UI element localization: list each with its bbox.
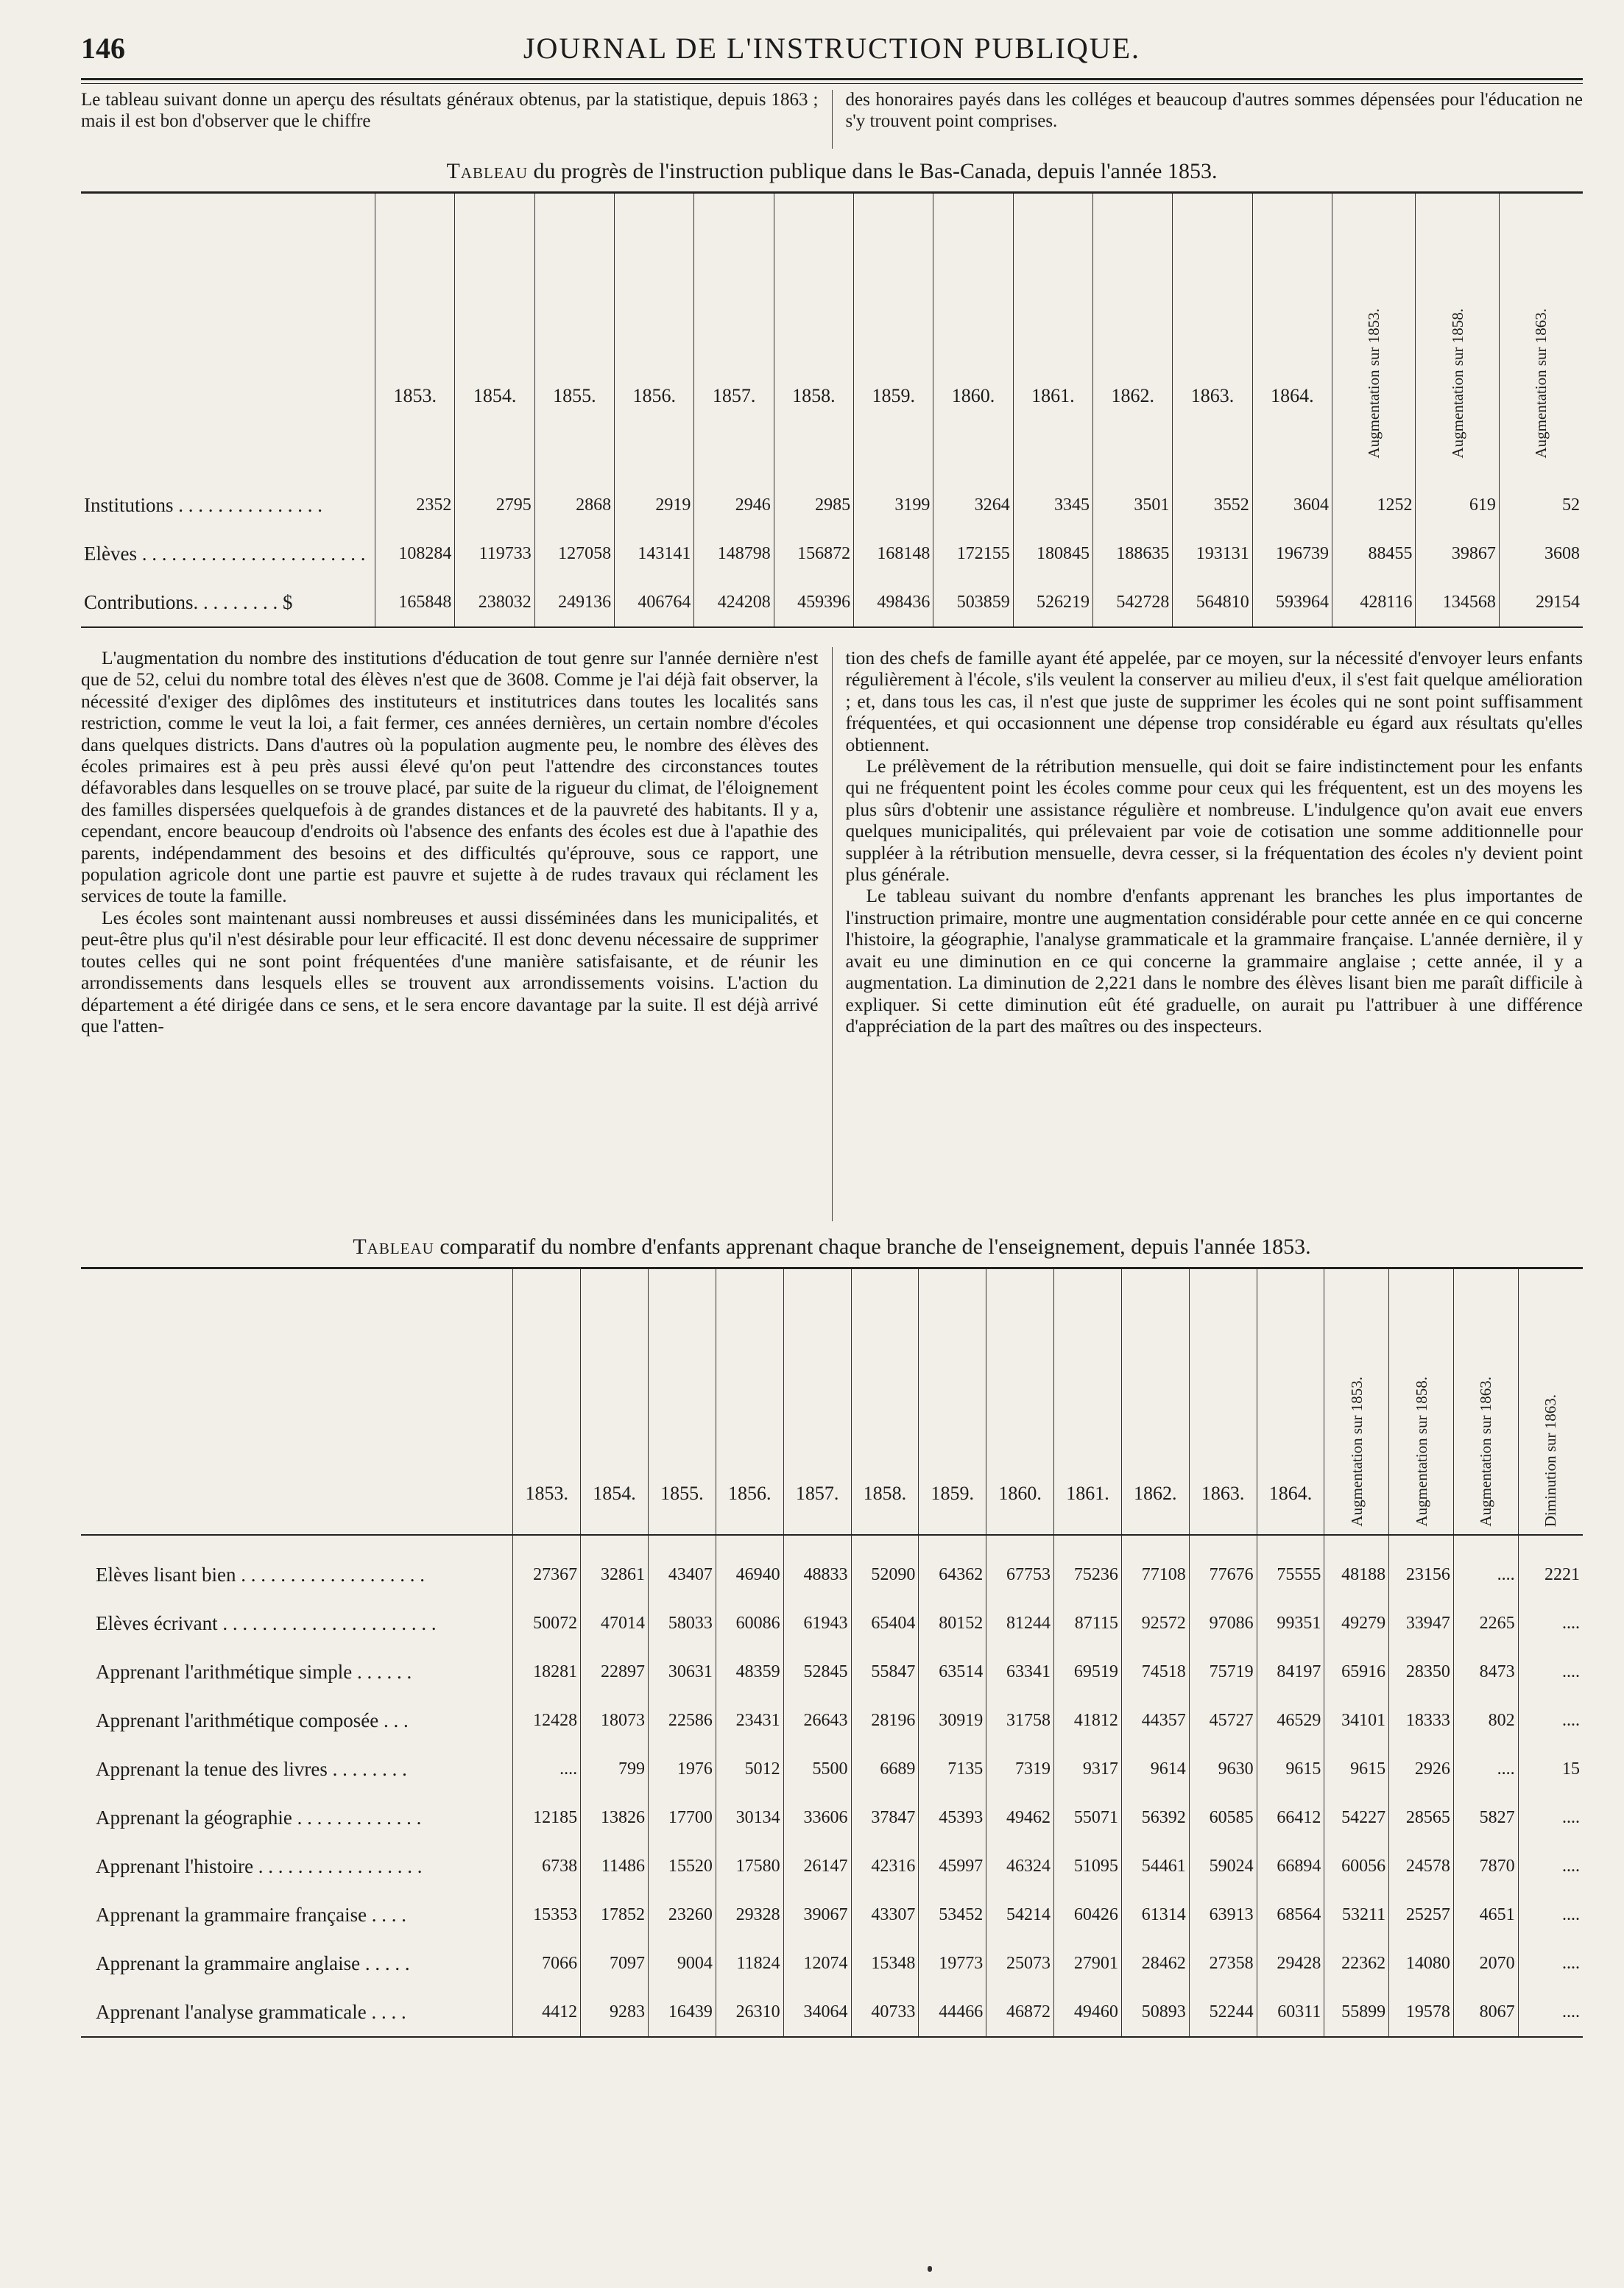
table-cell: 7066 xyxy=(513,1939,581,1988)
row-label: Elèves . . . . . . . . . . . . . . . . . . . . . . . xyxy=(84,542,366,565)
table-cell: 65916 xyxy=(1324,1648,1389,1696)
table-cell: .... xyxy=(1518,1842,1583,1890)
table-cell: 75555 xyxy=(1257,1535,1324,1599)
table-cell: 2070 xyxy=(1453,1939,1518,1988)
table-cell: 7319 xyxy=(986,1745,1054,1793)
table-cell: 60086 xyxy=(716,1599,783,1648)
table-cell: 47014 xyxy=(581,1599,649,1648)
table-cell: 39067 xyxy=(783,1890,851,1939)
table-cell: .... xyxy=(1453,1745,1518,1793)
table-cell: 29328 xyxy=(716,1890,783,1939)
row-label: Apprenant l'analyse grammaticale . . . . xyxy=(96,2000,406,2023)
table-cell: 17852 xyxy=(581,1890,649,1939)
table-cell: .... xyxy=(1518,1793,1583,1842)
table-row xyxy=(81,1648,1583,1696)
table-cell: 55899 xyxy=(1324,1988,1389,2037)
table-cell: 7870 xyxy=(1453,1842,1518,1890)
table-cell: 48188 xyxy=(1324,1535,1389,1599)
table-cell: 15353 xyxy=(513,1890,581,1939)
year-header: 1857. xyxy=(783,1268,851,1536)
intro-paragraph xyxy=(81,90,1583,149)
table-cell: 33947 xyxy=(1389,1599,1454,1648)
table-cell: 13826 xyxy=(581,1793,649,1842)
year-header: 1862. xyxy=(1093,193,1173,467)
table1-title xyxy=(81,159,1583,184)
page-header xyxy=(81,22,1583,74)
table-cell: 29428 xyxy=(1257,1939,1324,1988)
table-cell: 22897 xyxy=(581,1648,649,1696)
table-cell: 12428 xyxy=(513,1696,581,1745)
table-cell: 3552 xyxy=(1173,466,1252,529)
year-header: 1855. xyxy=(534,193,614,467)
table-cell: 2221 xyxy=(1518,1535,1583,1599)
year-header: 1855. xyxy=(648,1268,716,1536)
year-header: 1861. xyxy=(1013,193,1092,467)
table2-title xyxy=(81,1235,1583,1260)
paragraph: Les écoles sont maintenant aussi nombreuses et aussi disséminées dans les municipalités, et peut-être plus qu'il n'est désirable pour leur efficacité. Il est donc devenu nécessaire de supprimer toutes celles qui ne sont point fréquentées d'une manière satisfaisante, et de réunir les arrondissements dans lesquels elles se trouvent aux arrondissements voisins. L'action du département a été dirigée dans ce sens, et le sera encore davantage par la suite. Il est déjà arrivé que l'atten- xyxy=(81,906,819,1037)
table-cell: 542728 xyxy=(1093,578,1173,627)
table-cell: 31758 xyxy=(986,1696,1054,1745)
commentary-left-column xyxy=(81,647,832,1221)
table-cell: 526219 xyxy=(1013,578,1092,627)
row-label: Elèves écrivant . . . . . . . . . . . . . . . . . . . . . . xyxy=(96,1611,437,1634)
table-cell: 55847 xyxy=(851,1648,919,1696)
table-cell: 28350 xyxy=(1389,1648,1454,1696)
table-cell: 87115 xyxy=(1054,1599,1122,1648)
table-cell: 77676 xyxy=(1189,1535,1257,1599)
table-cell: 46529 xyxy=(1257,1696,1324,1745)
table-cell: 74518 xyxy=(1121,1648,1189,1696)
table-cell: 7135 xyxy=(919,1745,986,1793)
table-cell: 84197 xyxy=(1257,1648,1324,1696)
table-cell: 19773 xyxy=(919,1939,986,1988)
table-cell: 63913 xyxy=(1189,1890,1257,1939)
table-cell: 9004 xyxy=(648,1939,716,1988)
table-cell: 9317 xyxy=(1054,1745,1122,1793)
table-cell: 799 xyxy=(581,1745,649,1793)
table-cell: 40733 xyxy=(851,1988,919,2037)
table-cell: 54461 xyxy=(1121,1842,1189,1890)
table-cell: 196739 xyxy=(1252,529,1332,578)
table-row xyxy=(81,529,1583,578)
table-cell: 56392 xyxy=(1121,1793,1189,1842)
row-label: Apprenant l'arithmétique simple . . . . . . xyxy=(96,1660,412,1683)
table-cell: 27901 xyxy=(1054,1939,1122,1988)
table-cell: 2795 xyxy=(455,466,534,529)
table-cell: 69519 xyxy=(1054,1648,1122,1696)
table-cell: 15 xyxy=(1518,1745,1583,1793)
table-cell: 54214 xyxy=(986,1890,1054,1939)
year-header: 1854. xyxy=(455,193,534,467)
table-row xyxy=(81,1696,1583,1745)
table-row xyxy=(81,1988,1583,2037)
table-cell: 48359 xyxy=(716,1648,783,1696)
table-cell: 45997 xyxy=(919,1842,986,1890)
table-cell: 39867 xyxy=(1416,529,1499,578)
table-cell: 22586 xyxy=(648,1696,716,1745)
table-cell: 193131 xyxy=(1173,529,1252,578)
table-cell: 238032 xyxy=(455,578,534,627)
table-cell: 24578 xyxy=(1389,1842,1454,1890)
table-cell: 503859 xyxy=(933,578,1013,627)
branches-table-corner xyxy=(81,1268,513,1536)
table-cell: .... xyxy=(1518,1988,1583,2037)
year-header: 1853. xyxy=(513,1268,581,1536)
table-cell: 16439 xyxy=(648,1988,716,2037)
table-cell: 3264 xyxy=(933,466,1013,529)
table-cell: 26147 xyxy=(783,1842,851,1890)
table2-title-lead: Tableau xyxy=(353,1235,434,1259)
table-cell: 26643 xyxy=(783,1696,851,1745)
year-header: 1858. xyxy=(774,193,853,467)
table-cell: 12074 xyxy=(783,1939,851,1988)
table-cell: 60311 xyxy=(1257,1988,1324,2037)
year-header: 1860. xyxy=(933,193,1013,467)
decrease-header: Diminution sur 1863. xyxy=(1518,1268,1583,1536)
table-cell: 97086 xyxy=(1189,1599,1257,1648)
table-cell: 60585 xyxy=(1189,1793,1257,1842)
table-cell: 52244 xyxy=(1189,1988,1257,2037)
table-cell: 46872 xyxy=(986,1988,1054,2037)
row-label: Apprenant la tenue des livres . . . . . . . . xyxy=(96,1757,407,1780)
table-cell: 64362 xyxy=(919,1535,986,1599)
year-header: 1863. xyxy=(1189,1268,1257,1536)
table-cell: 249136 xyxy=(534,578,614,627)
table-cell: 424208 xyxy=(694,578,774,627)
row-label: Institutions . . . . . . . . . . . . . . . xyxy=(84,493,323,516)
table-cell: 18281 xyxy=(513,1648,581,1696)
increase-header: Augmentation sur 1858. xyxy=(1389,1268,1454,1536)
increase-header: Augmentation sur 1853. xyxy=(1324,1268,1389,1536)
table-cell: 68564 xyxy=(1257,1890,1324,1939)
ink-dot xyxy=(928,2266,932,2272)
table-cell: 52 xyxy=(1499,466,1583,529)
year-header: 1859. xyxy=(854,193,933,467)
table-cell: 53452 xyxy=(919,1890,986,1939)
table-cell: .... xyxy=(1518,1696,1583,1745)
table-cell: 34101 xyxy=(1324,1696,1389,1745)
row-label: Apprenant la grammaire anglaise . . . . . xyxy=(96,1952,410,1974)
table-cell: 9615 xyxy=(1324,1745,1389,1793)
table-cell: 48833 xyxy=(783,1535,851,1599)
table-cell: 53211 xyxy=(1324,1890,1389,1939)
row-label: Elèves lisant bien . . . . . . . . . . . . . . . . . . . xyxy=(96,1563,425,1586)
table-cell: 2352 xyxy=(375,466,455,529)
table-cell: 60056 xyxy=(1324,1842,1389,1890)
progress-table xyxy=(81,191,1583,628)
table-cell: 44466 xyxy=(919,1988,986,2037)
table-cell: 61943 xyxy=(783,1599,851,1648)
table-cell: 22362 xyxy=(1324,1939,1389,1988)
table-cell: 75719 xyxy=(1189,1648,1257,1696)
table-cell: 1252 xyxy=(1332,466,1416,529)
table-cell: 148798 xyxy=(694,529,774,578)
table-cell: 2985 xyxy=(774,466,853,529)
table-cell: 80152 xyxy=(919,1599,986,1648)
table-cell: 134568 xyxy=(1416,578,1499,627)
table-cell: 55071 xyxy=(1054,1793,1122,1842)
table-cell: .... xyxy=(1518,1648,1583,1696)
commentary-text xyxy=(81,647,1583,1221)
table-cell: 406764 xyxy=(615,578,694,627)
increase-header: Augmentation sur 1863. xyxy=(1453,1268,1518,1536)
table-cell: 15520 xyxy=(648,1842,716,1890)
table-cell: 593964 xyxy=(1252,578,1332,627)
table-cell: 18073 xyxy=(581,1696,649,1745)
header-rule xyxy=(81,78,1583,84)
table-cell: 8067 xyxy=(1453,1988,1518,2037)
table-cell: 23156 xyxy=(1389,1535,1454,1599)
table-cell: 51095 xyxy=(1054,1842,1122,1890)
table-cell: 5500 xyxy=(783,1745,851,1793)
table-cell: 5012 xyxy=(716,1745,783,1793)
table-cell: 41812 xyxy=(1054,1696,1122,1745)
row-label: Apprenant l'histoire . . . . . . . . . . . . . . . . . xyxy=(96,1854,423,1877)
table-cell: .... xyxy=(1453,1535,1518,1599)
table-cell: 26310 xyxy=(716,1988,783,2037)
row-label: Apprenant l'arithmétique composée . . . xyxy=(96,1709,409,1731)
progress-table-header-row xyxy=(81,193,1583,467)
table-cell: 43407 xyxy=(648,1535,716,1599)
year-header: 1864. xyxy=(1257,1268,1324,1536)
table-cell: 2946 xyxy=(694,466,774,529)
table-cell: 65404 xyxy=(851,1599,919,1648)
table-cell: 46324 xyxy=(986,1842,1054,1890)
table-row xyxy=(81,466,1583,529)
table-cell: 165848 xyxy=(375,578,455,627)
commentary-right-column xyxy=(832,647,1584,1221)
table-cell: 52090 xyxy=(851,1535,919,1599)
table-row xyxy=(81,1745,1583,1793)
table-cell: 172155 xyxy=(933,529,1013,578)
table-cell: 3608 xyxy=(1499,529,1583,578)
table2-title-rest: comparatif du nombre d'enfants apprenant chaque branche de l'enseignement, depuis l'année 1853. xyxy=(434,1235,1311,1259)
table-cell: .... xyxy=(1518,1599,1583,1648)
table-cell: 30919 xyxy=(919,1696,986,1745)
table-cell: 50893 xyxy=(1121,1988,1189,2037)
table-row xyxy=(81,1793,1583,1842)
table-cell: 66412 xyxy=(1257,1793,1324,1842)
year-header: 1860. xyxy=(986,1268,1054,1536)
table-cell: 37847 xyxy=(851,1793,919,1842)
table-cell: 8473 xyxy=(1453,1648,1518,1696)
table-cell: 52845 xyxy=(783,1648,851,1696)
table-cell: 50072 xyxy=(513,1599,581,1648)
table-cell: 14080 xyxy=(1389,1939,1454,1988)
table-cell: 30134 xyxy=(716,1793,783,1842)
paragraph: Le tableau suivant du nombre d'enfants apprenant les branches les plus importantes de l'instruction primaire, montre une augmentation considérable pour cette année en ce qui concerne l'histoire, la géographie, l'analyse grammaticale et la grammaire française. L'année dernière, il y avait eu une diminution en ce qui concerne la grammaire anglaise ; cette année, il y a augmentation. La diminution de 2,221 dans le nombre des élèves lisant bien me paraît difficile à expliquer. Si cette diminution eût été graduelle, on aurait pu l'attribuer à une différence d'appréciation de la part des maîtres ou des inspecteurs. xyxy=(845,885,1583,1037)
table-cell: 28565 xyxy=(1389,1793,1454,1842)
paragraph: L'augmentation du nombre des institutions d'éducation de tout genre sur l'année dernière n'est que de 52, celui du nombre total des élèves n'est que de 3608. Comme je l'ai déjà fait observer, la nécessité d'exiger des diplômes des instituteurs et institutrices dans toutes les localités sans restriction, comme le veut la loi, a fait fermer, ces années dernières, un certain nombre d'écoles dans quelques districts. Dans d'autres où la population augmente peu, le nombre des élèves des écoles primaires est à peu près aussi élevé qu'on peut l'attendre des circonstances toutes défavorables dans lesquelles on se trouve placé, par suite de la rigueur du climat, de l'éloignement des familles dispersées quelquefois à de grandes distances et de la pauvreté des habitants. Il y a, cependant, encore beaucoup d'endroits où l'absence des enfants des écoles est due à l'apathie des parents, indépendamment des besoins et des difficultés qu'éprouve, sous ce rapport, une population agricole dont une partie est pauvre et sujette à de rudes travaux qui réclament les services de toute la famille. xyxy=(81,647,819,907)
year-header: 1858. xyxy=(851,1268,919,1536)
table-cell: 9630 xyxy=(1189,1745,1257,1793)
intro-right-column: des honoraires payés dans les colléges et beaucoup d'autres sommes dépensées pour l'éducation ne s'y trouvent point comprises. xyxy=(832,90,1584,149)
table-cell: 15348 xyxy=(851,1939,919,1988)
year-header: 1857. xyxy=(694,193,774,467)
table-cell: 61314 xyxy=(1121,1890,1189,1939)
table-cell: 30631 xyxy=(648,1648,716,1696)
row-label: Contributions. . . . . . . . . $ xyxy=(84,590,293,613)
increase-header: Augmentation sur 1853. xyxy=(1332,193,1416,467)
table-cell: 60426 xyxy=(1054,1890,1122,1939)
table-cell: 9614 xyxy=(1121,1745,1189,1793)
table-cell: 188635 xyxy=(1093,529,1173,578)
table-cell: 5827 xyxy=(1453,1793,1518,1842)
year-header: 1861. xyxy=(1054,1268,1122,1536)
table-cell: 19578 xyxy=(1389,1988,1454,2037)
table-cell: 42316 xyxy=(851,1842,919,1890)
table-cell: 43307 xyxy=(851,1890,919,1939)
year-header: 1856. xyxy=(716,1268,783,1536)
table-cell: 66894 xyxy=(1257,1842,1324,1890)
table-row xyxy=(81,1939,1583,1988)
table-cell: 11486 xyxy=(581,1842,649,1890)
table-cell: 3501 xyxy=(1093,466,1173,529)
table-cell: 49462 xyxy=(986,1793,1054,1842)
table-cell: 143141 xyxy=(615,529,694,578)
table-cell: 45393 xyxy=(919,1793,986,1842)
table-cell: .... xyxy=(513,1745,581,1793)
paragraph: tion des chefs de famille ayant été appelée, par ce moyen, sur la nécessité d'envoyer leurs enfants régulièrement à l'école, s'ils veulent la conserver au milieu d'eux, il s'est fait quelque amélioration ; et, dans tous les cas, il n'est que juste de supprimer les écoles qui ne sont point suffisamment fréquentées, et qui occasionnent une dépense trop considérable eu égard aux résultats qu'elles obtiennent. xyxy=(845,647,1583,755)
branches-table-header-row xyxy=(81,1268,1583,1536)
table-cell: 58033 xyxy=(648,1599,716,1648)
table-cell: 9615 xyxy=(1257,1745,1324,1793)
progress-table-corner xyxy=(81,193,375,467)
table-cell: 127058 xyxy=(534,529,614,578)
table-cell: 34064 xyxy=(783,1988,851,2037)
table-row xyxy=(81,1842,1583,1890)
table-cell: 11824 xyxy=(716,1939,783,1988)
table-cell: 9283 xyxy=(581,1988,649,2037)
table-cell: 32861 xyxy=(581,1535,649,1599)
paragraph: Le prélèvement de la rétribution mensuelle, qui doit se faire indistinctement pour les enfants qui ne fréquentent point les écoles comme pour ceux qui les fréquentent, est un des moyens les plus sûrs d'obtenir une assistance régulière et nombreuse. L'indulgence qu'on avait eue envers quelques municipalités, qui prélevaient par voie de cotisation une somme additionnelle pour suppléer à la rétribution mensuelle, devra cesser, si la fréquentation des écoles n'y devient point plus générale. xyxy=(845,755,1583,886)
table-cell: 23431 xyxy=(716,1696,783,1745)
table-cell: 46940 xyxy=(716,1535,783,1599)
journal-title: JOURNAL DE L'INSTRUCTION PUBLIQUE. xyxy=(523,32,1141,65)
table-cell: 802 xyxy=(1453,1696,1518,1745)
table-row xyxy=(81,1599,1583,1648)
table-cell: 3199 xyxy=(854,466,933,529)
table-cell: 49460 xyxy=(1054,1988,1122,2037)
year-header: 1859. xyxy=(919,1268,986,1536)
table-cell: 428116 xyxy=(1332,578,1416,627)
table-cell: .... xyxy=(1518,1939,1583,1988)
table-cell: 27358 xyxy=(1189,1939,1257,1988)
table-cell: 63514 xyxy=(919,1648,986,1696)
table-cell: 119733 xyxy=(455,529,534,578)
table-cell: 564810 xyxy=(1173,578,1252,627)
table-row xyxy=(81,1535,1583,1599)
table-cell: 25073 xyxy=(986,1939,1054,1988)
table-cell: 23260 xyxy=(648,1890,716,1939)
table-cell: 67753 xyxy=(986,1535,1054,1599)
row-label: Apprenant la grammaire française . . . . xyxy=(96,1903,407,1926)
year-header: 1862. xyxy=(1121,1268,1189,1536)
table-cell: 2868 xyxy=(534,466,614,529)
table-cell: 6738 xyxy=(513,1842,581,1890)
table-cell: 12185 xyxy=(513,1793,581,1842)
table-cell: 6689 xyxy=(851,1745,919,1793)
table-cell: 3604 xyxy=(1252,466,1332,529)
table-cell: 156872 xyxy=(774,529,853,578)
table-cell: 29154 xyxy=(1499,578,1583,627)
table-cell: 619 xyxy=(1416,466,1499,529)
table-cell: 45727 xyxy=(1189,1696,1257,1745)
table-cell: 17700 xyxy=(648,1793,716,1842)
table-cell: 75236 xyxy=(1054,1535,1122,1599)
increase-header: Augmentation sur 1858. xyxy=(1416,193,1499,467)
table-cell: 2926 xyxy=(1389,1745,1454,1793)
table-cell: 77108 xyxy=(1121,1535,1189,1599)
table-cell: 27367 xyxy=(513,1535,581,1599)
table-cell: 54227 xyxy=(1324,1793,1389,1842)
page-number: 146 xyxy=(81,32,125,65)
table-cell: 28462 xyxy=(1121,1939,1189,1988)
table-cell: 92572 xyxy=(1121,1599,1189,1648)
increase-header: Augmentation sur 1863. xyxy=(1499,193,1583,467)
table-cell: 49279 xyxy=(1324,1599,1389,1648)
table-cell: .... xyxy=(1518,1890,1583,1939)
table1-title-rest: du progrès de l'instruction publique dans le Bas-Canada, depuis l'année 1853. xyxy=(528,159,1218,183)
table-cell: 3345 xyxy=(1013,466,1092,529)
table-cell: 459396 xyxy=(774,578,853,627)
table-cell: 99351 xyxy=(1257,1599,1324,1648)
table-cell: 108284 xyxy=(375,529,455,578)
table-cell: 18333 xyxy=(1389,1696,1454,1745)
table-cell: 180845 xyxy=(1013,529,1092,578)
table-cell: 168148 xyxy=(854,529,933,578)
table-cell: 4651 xyxy=(1453,1890,1518,1939)
table-cell: 88455 xyxy=(1332,529,1416,578)
table-cell: 7097 xyxy=(581,1939,649,1988)
year-header: 1854. xyxy=(581,1268,649,1536)
table-cell: 33606 xyxy=(783,1793,851,1842)
table-cell: 63341 xyxy=(986,1648,1054,1696)
table1-title-lead: Tableau xyxy=(446,159,529,183)
table-cell: 25257 xyxy=(1389,1890,1454,1939)
table-cell: 44357 xyxy=(1121,1696,1189,1745)
table-cell: 2265 xyxy=(1453,1599,1518,1648)
intro-left-column: Le tableau suivant donne un aperçu des résultats généraux obtenus, par la statistique, depuis 1863 ; mais il est bon d'observer que le chiffre xyxy=(81,90,819,131)
table-cell: 4412 xyxy=(513,1988,581,2037)
year-header: 1856. xyxy=(615,193,694,467)
year-header: 1864. xyxy=(1252,193,1332,467)
year-header: 1853. xyxy=(375,193,455,467)
table-row xyxy=(81,578,1583,627)
table-cell: 498436 xyxy=(854,578,933,627)
branches-table xyxy=(81,1267,1583,2038)
table-cell: 2919 xyxy=(615,466,694,529)
journal-page xyxy=(81,22,1583,2038)
table-cell: 59024 xyxy=(1189,1842,1257,1890)
table-cell: 1976 xyxy=(648,1745,716,1793)
year-header: 1863. xyxy=(1173,193,1252,467)
table-cell: 81244 xyxy=(986,1599,1054,1648)
table-cell: 17580 xyxy=(716,1842,783,1890)
row-label: Apprenant la géographie . . . . . . . . . . . . . xyxy=(96,1806,422,1829)
table-row xyxy=(81,1890,1583,1939)
table-cell: 28196 xyxy=(851,1696,919,1745)
